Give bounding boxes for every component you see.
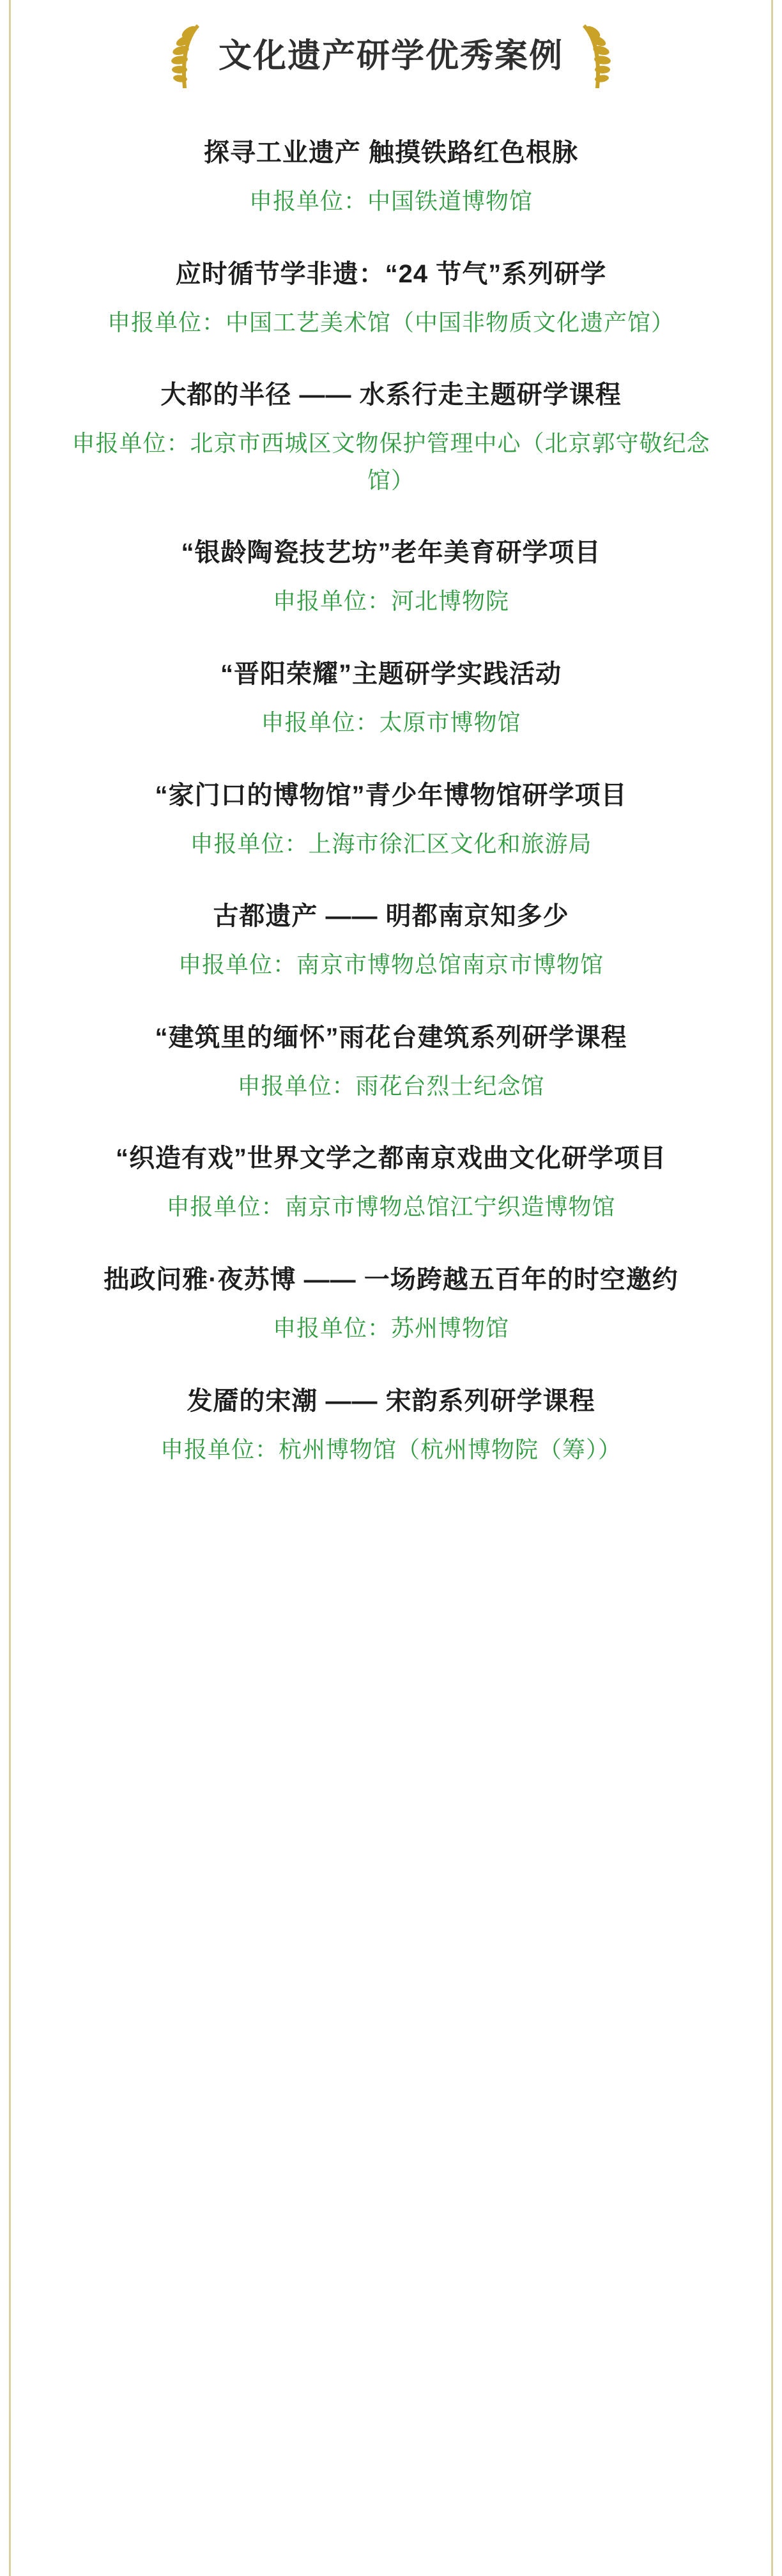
list-item <box>45 1365 737 1486</box>
case-organization <box>45 183 737 220</box>
list-item <box>45 1001 737 1123</box>
org-name: 中国铁道博物馆 <box>367 188 533 214</box>
case-organization <box>45 704 737 741</box>
page-title: 文化遗产研学优秀案例 <box>218 37 564 75</box>
list-item <box>45 759 737 880</box>
case-organization <box>45 304 737 341</box>
case-title: “家门口的博物馆”青少年博物馆研学项目 <box>155 781 627 809</box>
list-item <box>45 238 737 359</box>
case-organization <box>45 1188 737 1225</box>
org-label: 申报单位： <box>160 1436 279 1462</box>
org-label: 申报单位： <box>272 588 391 615</box>
case-title: 古都遗产 —— 明都南京知多少 <box>213 902 569 931</box>
case-organization <box>45 1431 737 1468</box>
list-item <box>45 116 737 238</box>
org-label: 申报单位： <box>237 1072 356 1099</box>
org-label: 申报单位： <box>272 1314 391 1341</box>
org-name: 太原市博物馆 <box>379 709 521 735</box>
case-title: “织造有戏”世界文学之都南京戏曲文化研学项目 <box>116 1144 666 1173</box>
org-name: 雨花台烈士纪念馆 <box>355 1072 545 1099</box>
case-organization <box>45 1068 737 1105</box>
org-name: 上海市徐汇区文化和旅游局 <box>308 830 592 857</box>
case-title: 拙政问雅·夜苏博 —— 一场跨越五百年的时空邀约 <box>103 1265 678 1294</box>
org-name: 南京市博物总馆江宁织造博物馆 <box>284 1193 616 1220</box>
org-name: 南京市博物总馆南京市博物馆 <box>296 951 604 978</box>
org-label: 申报单位： <box>107 309 226 335</box>
list-item <box>45 638 737 759</box>
laurel-branch-left-icon <box>166 22 207 91</box>
page-header <box>0 0 782 105</box>
case-organization <box>45 583 737 620</box>
org-name: 河北博物院 <box>391 588 510 615</box>
case-title: “建筑里的缅怀”雨花台建筑系列研学课程 <box>155 1023 627 1052</box>
case-organization <box>45 825 737 862</box>
org-name: 杭州博物馆（杭州博物院（筹）） <box>279 1436 622 1462</box>
list-item <box>45 1243 737 1365</box>
case-title: 发靥的宋潮 —— 宋韵系列研学课程 <box>187 1386 595 1415</box>
org-name: 北京市西城区文物保护管理中心（北京郭守敬纪念馆） <box>190 430 710 493</box>
org-label: 申报单位： <box>166 1193 285 1220</box>
case-title: 应时循节学非遗：“24 节气”系列研学 <box>175 259 607 288</box>
org-label: 申报单位： <box>249 188 367 214</box>
laurel-branch-right-icon <box>575 22 616 91</box>
case-organization <box>45 425 737 498</box>
list-item <box>45 358 737 516</box>
left-border-rule <box>9 0 11 2576</box>
list-item <box>45 880 737 1001</box>
org-label: 申报单位： <box>190 830 309 857</box>
org-label: 申报单位： <box>72 430 190 457</box>
list-item <box>45 1122 737 1243</box>
org-label: 申报单位： <box>261 709 379 735</box>
right-border-rule <box>771 0 773 2576</box>
org-name: 苏州博物馆 <box>391 1314 510 1341</box>
list-item <box>45 516 737 638</box>
case-organization <box>45 1310 737 1347</box>
case-title: “晋阳荣耀”主题研学实践活动 <box>220 659 562 688</box>
org-name: 中国工艺美术馆（中国非物质文化遗产馆） <box>226 309 675 335</box>
case-organization <box>45 946 737 983</box>
org-label: 申报单位： <box>178 951 296 978</box>
case-title: “银龄陶瓷技艺坊”老年美育研学项目 <box>181 539 601 567</box>
case-list <box>0 105 782 1485</box>
case-title: 探寻工业遗产 触摸铁路红色根脉 <box>203 139 579 167</box>
case-title: 大都的半径 —— 水系行走主题研学课程 <box>160 381 622 410</box>
